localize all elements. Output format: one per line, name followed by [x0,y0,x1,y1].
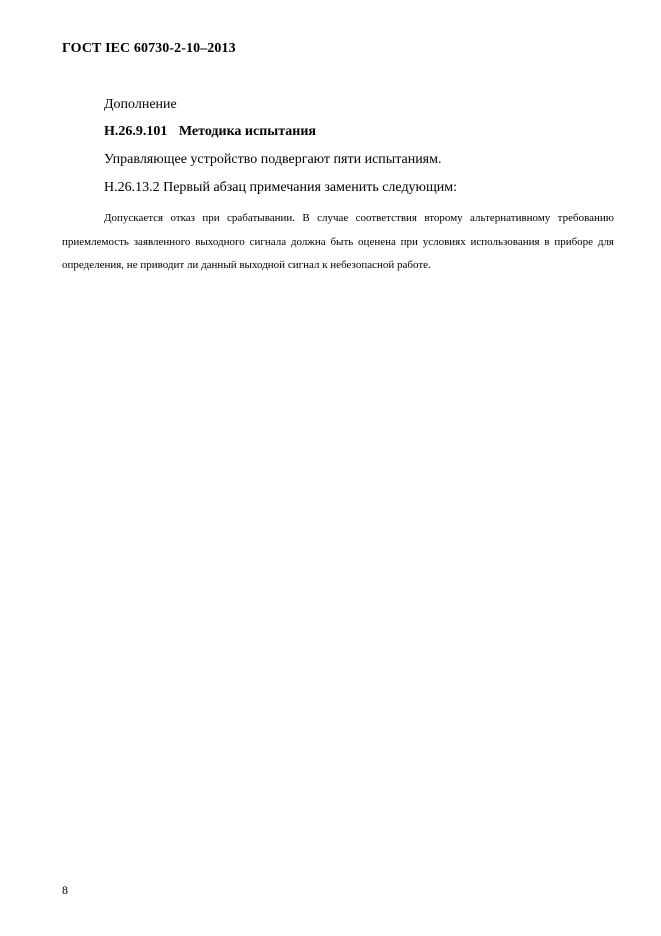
document-header: ГОСТ IEC 60730-2-10–2013 [62,41,236,56]
body-paragraph: Управляющее устройство подвергают пяти испытаниям. [104,152,442,167]
section-title: Методика испытания [178,124,316,139]
note-paragraph: Допускается отказ при срабатывании. В случае соответствия второму альтернативному требованию приемлемость заявленного выходного сигнала должна быть оценена при условиях использования в приборе для определения, не приводит ли данный выходной сигнал к небезопасной работе. [62,212,614,272]
section-code: Н.26.9.101 [104,124,168,139]
supplement-label: Дополнение [104,97,177,112]
page-number: 8 [62,883,68,897]
clause-instruction: Н.26.13.2 Первый абзац примечания заменить следующим: [104,180,458,195]
section-heading [104,124,316,140]
